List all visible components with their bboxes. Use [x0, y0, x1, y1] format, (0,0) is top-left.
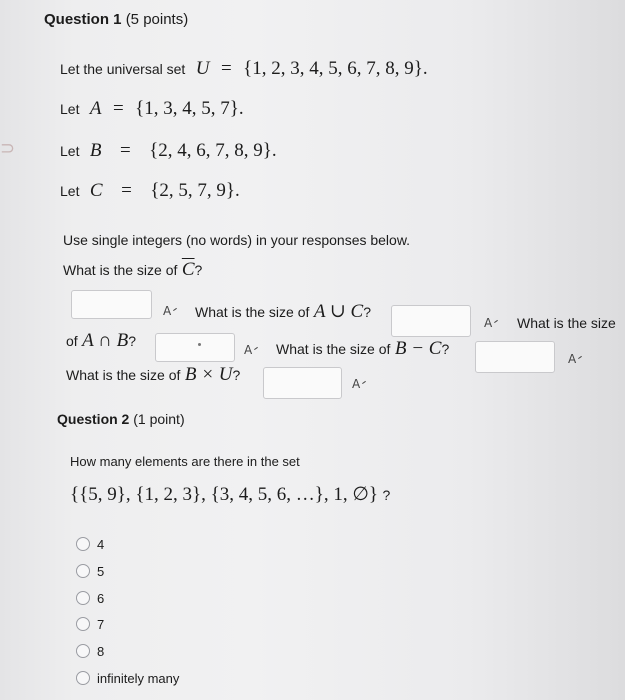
cursor-dot — [198, 343, 201, 346]
union-question — [195, 300, 371, 323]
difference-answer-input[interactable] — [475, 341, 555, 373]
set-c-eq: = — [121, 180, 132, 201]
set-c-lead: Let — [60, 183, 80, 199]
union-expr: A ∪ C — [313, 301, 364, 322]
set-c-line — [60, 180, 240, 202]
pen-mark: ⊃ — [0, 138, 16, 158]
question-2-points: (1 point) — [133, 411, 185, 427]
complement-var: $\overline{C}$ — [181, 259, 195, 280]
option-label-4: 4 — [97, 537, 105, 552]
difference-expr: B − C — [394, 338, 442, 359]
intersection-answer-input[interactable] — [155, 333, 235, 362]
difference-lead: What is the size of — [276, 341, 391, 357]
option-label-infinitely-many: infinitely many — [97, 671, 180, 686]
universal-lead: Let the universal set — [60, 61, 186, 77]
question-1-label: Question 1 — [44, 11, 122, 28]
union-lead: What is the size of — [195, 304, 310, 320]
spellcheck-icon[interactable]: A — [484, 317, 496, 329]
spellcheck-icon[interactable]: A — [163, 305, 175, 317]
radio-option-7[interactable] — [76, 617, 90, 631]
set-b-eq: = — [119, 140, 131, 161]
union-end: ? — [363, 304, 371, 320]
set-c-elements: {2, 5, 7, 9}. — [150, 180, 240, 201]
radio-option-infinitely-many[interactable] — [76, 671, 90, 685]
complement-answer-input[interactable] — [71, 290, 152, 319]
instruction-text: Use single integers (no words) in your responses below. — [63, 232, 411, 248]
union-answer-input[interactable] — [391, 305, 471, 337]
question-1-title — [44, 11, 188, 28]
spellcheck-icon[interactable]: A — [568, 353, 580, 365]
radio-option-8[interactable] — [76, 644, 90, 658]
set-b-elements: {2, 4, 6, 7, 8, 9}. — [149, 140, 277, 161]
set-a-name: A — [89, 98, 102, 119]
intersection-question-lead: What is the size — [517, 315, 616, 331]
product-question — [66, 364, 240, 386]
intersection-question — [66, 330, 136, 352]
question-2-title — [57, 411, 185, 427]
set-a-eq: = — [112, 98, 124, 119]
difference-question — [276, 338, 449, 360]
option-label-7: 7 — [97, 617, 105, 632]
question-2-label: Question 2 — [57, 411, 130, 427]
universal-set-line — [60, 58, 428, 80]
set-a-elements: {1, 3, 4, 5, 7}. — [135, 98, 244, 119]
universal-eq: = — [220, 58, 232, 79]
option-label-8: 8 — [97, 644, 105, 659]
intersection-end: ? — [128, 333, 137, 349]
product-lead: What is the size of — [66, 367, 181, 383]
universal-name: U — [195, 58, 210, 79]
set-b-lead: Let — [60, 143, 80, 159]
set-a-lead: Let — [60, 101, 80, 117]
set-b-line — [60, 140, 277, 162]
product-end: ? — [232, 367, 241, 383]
question-2-set: {{5, 9}, {1, 2, 3}, {3, 4, 5, 6, …}, 1, ∅} — [70, 484, 379, 505]
option-label-5: 5 — [97, 564, 105, 579]
spellcheck-icon[interactable]: A — [244, 344, 256, 356]
complement-end: ? — [194, 262, 203, 278]
question-2-end: ? — [382, 487, 391, 503]
complement-lead: What is the size of — [63, 262, 178, 278]
option-label-6: 6 — [97, 591, 105, 606]
complement-question — [63, 259, 202, 281]
intersection-expr: A ∩ B — [82, 330, 129, 351]
product-expr: B × U — [184, 364, 233, 385]
set-c-name: C — [89, 180, 103, 201]
set-a-line — [60, 98, 244, 120]
set-b-name: B — [89, 140, 102, 161]
radio-option-6[interactable] — [76, 591, 90, 605]
difference-end: ? — [441, 341, 450, 357]
spellcheck-icon[interactable]: A — [352, 378, 364, 390]
radio-option-4[interactable] — [76, 537, 90, 551]
radio-option-5[interactable] — [76, 564, 90, 578]
product-answer-input[interactable] — [263, 367, 342, 399]
question-2-set-line — [70, 483, 390, 506]
intersection-lead: of — [66, 333, 78, 349]
question-2-prompt: How many elements are there in the set — [70, 454, 300, 469]
universal-set: {1, 2, 3, 4, 5, 6, 7, 8, 9}. — [243, 58, 428, 79]
question-1-points: (5 points) — [125, 11, 189, 28]
